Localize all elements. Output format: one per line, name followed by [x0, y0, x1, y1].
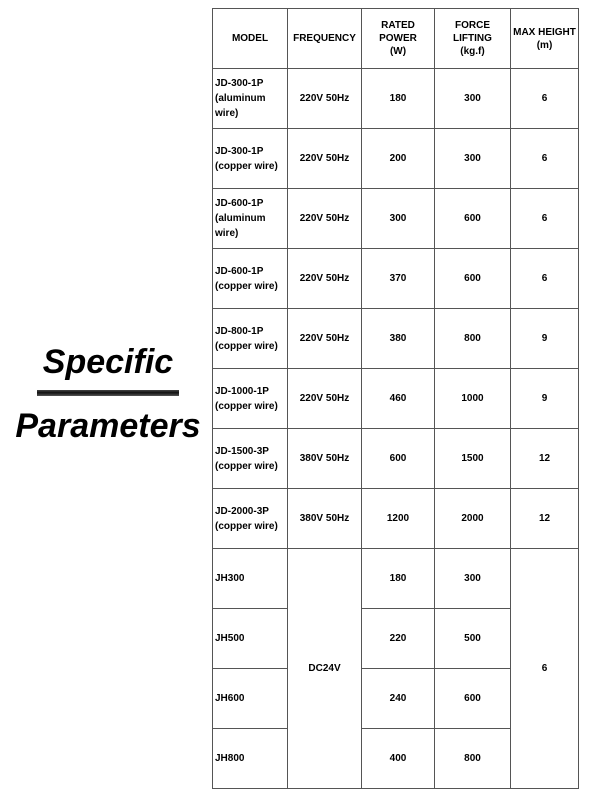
table-row: [213, 249, 579, 309]
cell-max-height: 12: [511, 489, 579, 549]
cell-force-lifting: 800: [435, 309, 511, 369]
header-force-lifting: FORCE LIFTING (kg.f): [435, 9, 511, 69]
cell-force-lifting: 300: [435, 549, 511, 609]
cell-max-height: 6: [511, 129, 579, 189]
cell-frequency: 220V 50Hz: [288, 369, 362, 429]
table-row: [213, 489, 579, 549]
cell-max-height: 9: [511, 369, 579, 429]
header-model: MODEL: [213, 9, 288, 69]
title-underline-bar: [37, 390, 179, 396]
cell-max-height: 6: [511, 189, 579, 249]
table-row: [213, 69, 579, 129]
cell-rated-power: 380: [362, 309, 435, 369]
cell-model: JD-300-1P (aluminum wire): [213, 69, 288, 129]
cell-rated-power: 180: [362, 69, 435, 129]
cell-force-lifting: 600: [435, 669, 511, 729]
cell-model: JH600: [213, 669, 288, 729]
header-frequency: FREQUENCY: [288, 9, 362, 69]
table-header-row: [213, 9, 579, 69]
cell-rated-power: 180: [362, 549, 435, 609]
cell-rated-power: 460: [362, 369, 435, 429]
cell-frequency: 220V 50Hz: [288, 69, 362, 129]
cell-max-height: 12: [511, 429, 579, 489]
cell-rated-power: 600: [362, 429, 435, 489]
section-title: [8, 340, 208, 448]
cell-frequency: 220V 50Hz: [288, 249, 362, 309]
cell-model: JD-800-1P (copper wire): [213, 309, 288, 369]
cell-rated-power: 300: [362, 189, 435, 249]
cell-max-height: 9: [511, 309, 579, 369]
cell-frequency: 380V 50Hz: [288, 429, 362, 489]
table-row: [213, 549, 579, 609]
cell-force-lifting: 1000: [435, 369, 511, 429]
cell-frequency: 220V 50Hz: [288, 189, 362, 249]
cell-rated-power: 370: [362, 249, 435, 309]
cell-frequency: 220V 50Hz: [288, 129, 362, 189]
cell-frequency-merged: DC24V: [288, 549, 362, 789]
cell-frequency: 380V 50Hz: [288, 489, 362, 549]
cell-force-lifting: 2000: [435, 489, 511, 549]
cell-rated-power: 240: [362, 669, 435, 729]
table-row: [213, 129, 579, 189]
cell-max-height: 6: [511, 249, 579, 309]
cell-force-lifting: 800: [435, 729, 511, 789]
cell-rated-power: 220: [362, 609, 435, 669]
cell-force-lifting: 600: [435, 189, 511, 249]
cell-model: JD-600-1P (aluminum wire): [213, 189, 288, 249]
title-line-specific: Specific: [42, 343, 174, 381]
cell-max-height: 6: [511, 69, 579, 129]
cell-model: JD-1000-1P (copper wire): [213, 369, 288, 429]
table-row: [213, 309, 579, 369]
title-line-parameters: Parameters: [15, 407, 201, 445]
cell-max-height-merged: 6: [511, 549, 579, 789]
table-row: [213, 189, 579, 249]
cell-rated-power: 200: [362, 129, 435, 189]
cell-model: JD-1500-3P (copper wire): [213, 429, 288, 489]
cell-frequency: 220V 50Hz: [288, 309, 362, 369]
cell-force-lifting: 500: [435, 609, 511, 669]
table-row: [213, 369, 579, 429]
cell-force-lifting: 300: [435, 69, 511, 129]
cell-rated-power: 400: [362, 729, 435, 789]
table-row: [213, 429, 579, 489]
cell-force-lifting: 300: [435, 129, 511, 189]
cell-model: JD-2000-3P (copper wire): [213, 489, 288, 549]
cell-rated-power: 1200: [362, 489, 435, 549]
cell-model: JH500: [213, 609, 288, 669]
cell-model: JD-300-1P (copper wire): [213, 129, 288, 189]
specification-table: [212, 8, 579, 789]
cell-force-lifting: 1500: [435, 429, 511, 489]
header-max-height: MAX HEIGHT (m): [511, 9, 579, 69]
cell-force-lifting: 600: [435, 249, 511, 309]
cell-model: JD-600-1P (copper wire): [213, 249, 288, 309]
cell-model: JH800: [213, 729, 288, 789]
cell-model: JH300: [213, 549, 288, 609]
header-rated-power: RATED POWER (W): [362, 9, 435, 69]
